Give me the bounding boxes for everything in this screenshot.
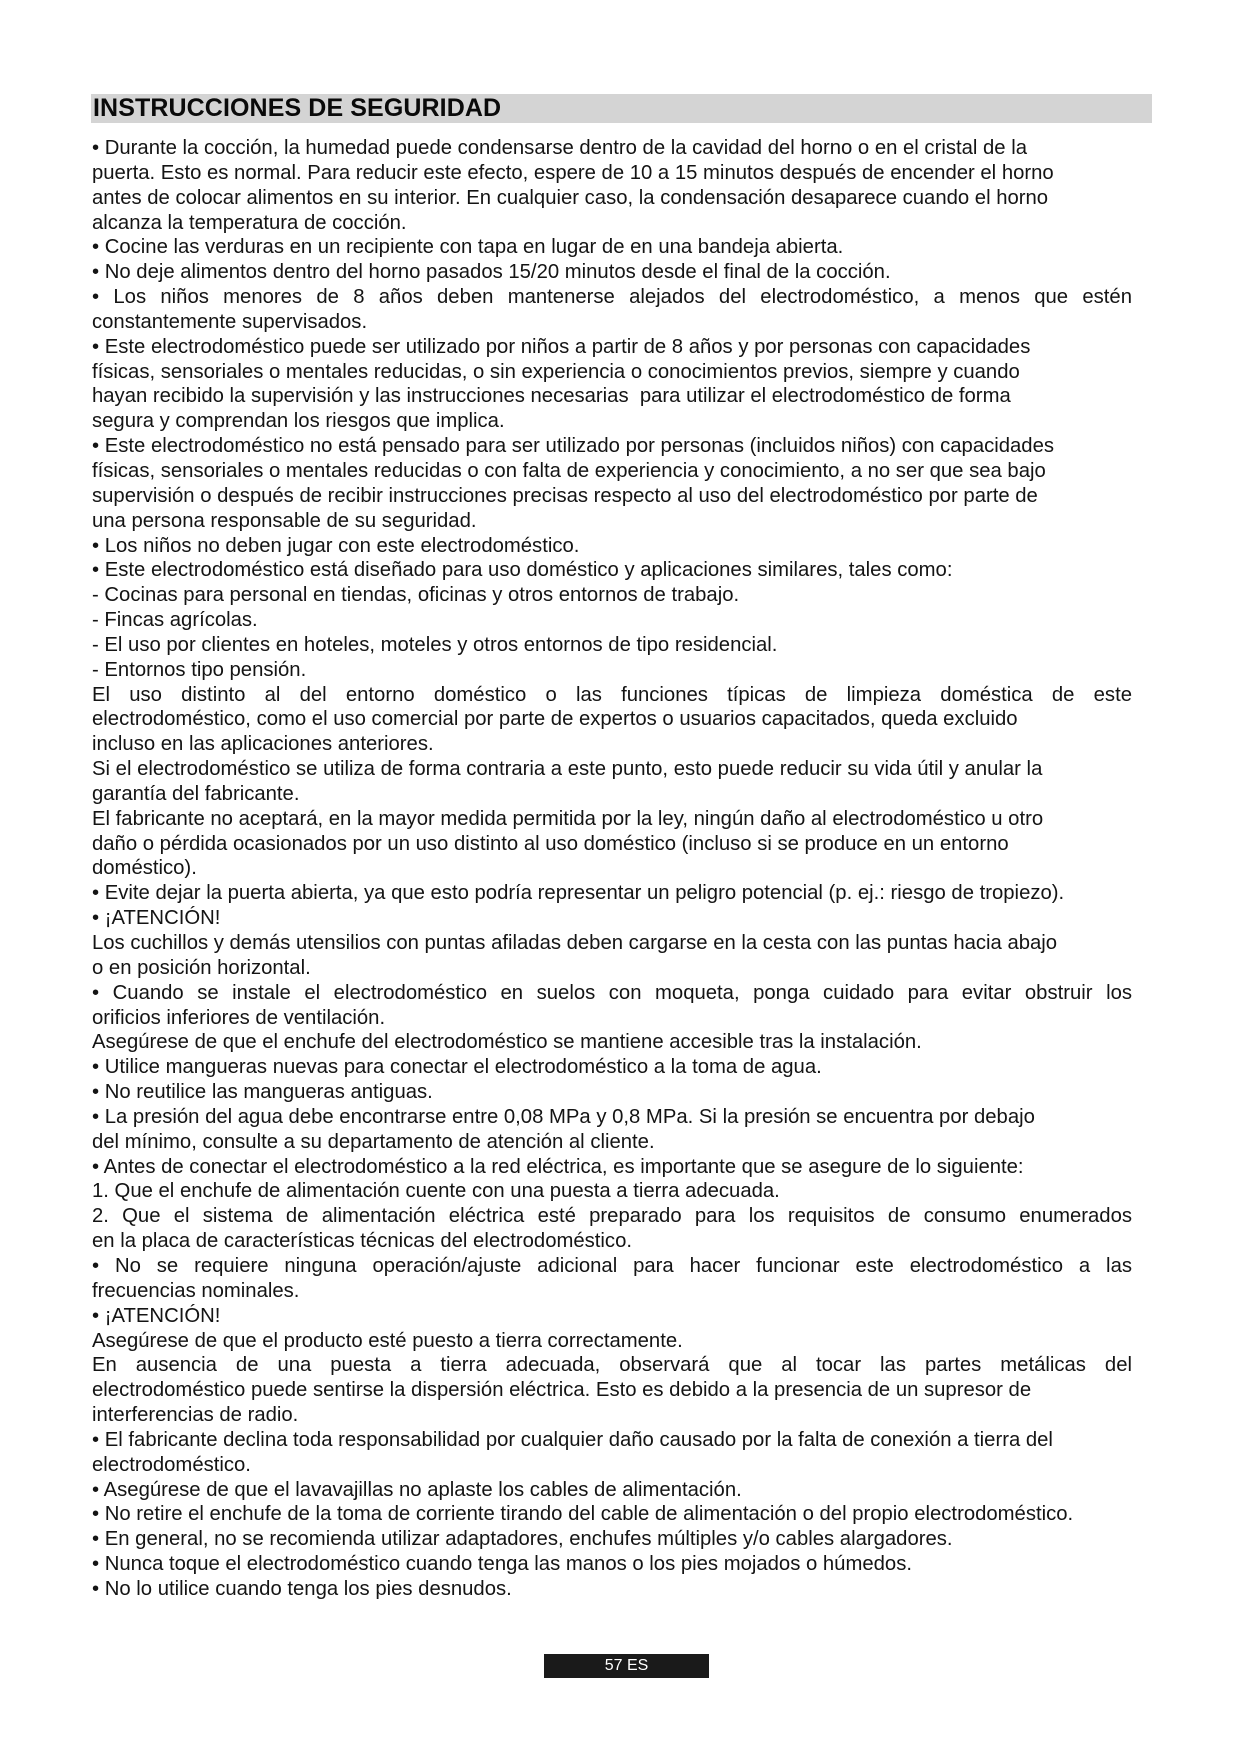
section-title: INSTRUCCIONES DE SEGURIDAD [93,94,502,122]
text-line: • No reutilice las mangueras antiguas. [92,1081,433,1104]
text-line: o en posición horizontal. [92,956,311,979]
text-line: En ausencia de una puesta a tierra adecuada, observará que al tocar las partes metálicas del [92,1354,1132,1377]
text-line: • Nunca toque el electrodoméstico cuando tenga las manos o los pies mojados o húmedos. [92,1553,912,1576]
text-line: 2. Que el sistema de alimentación eléctrica esté preparado para los requisitos de consumo enumerados [92,1205,1132,1228]
text-line: Asegúrese de que el producto esté puesto a tierra correctamente. [92,1329,683,1352]
text-line: • No deje alimentos dentro del horno pasados 15/20 minutos desde el final de la cocción. [92,261,891,284]
text-line: daño o pérdida ocasionados por un uso distinto al uso doméstico (incluso si se produce en un entorno [92,832,1009,855]
text-line: • Antes de conectar el electrodoméstico a la red eléctrica, es importante que se asegure de lo siguiente: [92,1155,1024,1178]
text-line: Si el electrodoméstico se utiliza de forma contraria a este punto, esto puede reducir su vida útil y anular la [92,758,1043,781]
text-line: • No se requiere ninguna operación/ajuste adicional para hacer funcionar este electrodoméstico a las [92,1254,1132,1277]
text-line: • Asegúrese de que el lavavajillas no aplaste los cables de alimentación. [92,1478,742,1501]
text-line: antes de colocar alimentos en su interior. En cualquier caso, la condensación desaparece cuando el horno [92,186,1049,209]
text-line: segura y comprendan los riesgos que implica. [92,410,505,433]
text-line: - Entornos tipo pensión. [92,658,307,681]
text-line: • Durante la cocción, la humedad puede condensarse dentro de la cavidad del horno o en el cristal de la [92,137,1028,159]
text-line: • Los niños menores de 8 años deben mantenerse alejados del electrodoméstico, a menos que estén [92,286,1132,309]
text-line: • Los niños no deben jugar con este electrodoméstico. [92,534,580,557]
text-line: El fabricante no aceptará, en la mayor medida permitida por la ley, ningún daño al electrodoméstico u otro [92,807,1044,830]
text-line: doméstico). [92,857,197,880]
text-line: físicas, sensoriales o mentales reducidas, o sin experiencia o conocimientos previos, siempre y cuando [92,360,1020,383]
text-line: hayan recibido la supervisión y las instrucciones necesarias para utilizar el electrodoméstico de forma [92,385,1011,408]
section-title-bar [91,94,1152,123]
text-line: • Cuando se instale el electrodoméstico en suelos con moqueta, ponga cuidado para evitar obstruir los [92,981,1132,1004]
text-line: • La presión del agua debe encontrarse entre 0,08 MPa y 0,8 MPa. Si la presión se encuentra por debajo [92,1105,1035,1128]
text-line: - Cocinas para personal en tiendas, oficinas y otros entornos de trabajo. [92,584,740,607]
text-line: orificios inferiores de ventilación. [92,1006,386,1029]
text-line: en la placa de características técnicas del electrodoméstico. [92,1230,632,1253]
text-line: • Evite dejar la puerta abierta, ya que esto podría representar un peligro potencial (p. ej.: riesgo de tropiezo). [92,882,1065,905]
text-line: frecuencias nominales. [92,1279,300,1302]
text-line: alcanza la temperatura de cocción. [92,211,407,234]
text-line: electrodoméstico, como el uso comercial por parte de expertos o usuarios capacitados, queda excluido [92,708,1018,731]
text-line: • El fabricante declina toda responsabilidad por cualquier daño causado por la falta de conexión a tierra del [92,1428,1053,1451]
text-line: Asegúrese de que el enchufe del electrodoméstico se mantiene accesible tras la instalación. [92,1031,922,1054]
text-line: garantía del fabricante. [92,782,300,805]
text-line: incluso en las aplicaciones anteriores. [92,733,434,756]
text-line: 1. Que el enchufe de alimentación cuente con una puesta a tierra adecuada. [92,1180,780,1203]
text-line: • Utilice mangueras nuevas para conectar el electrodoméstico a la toma de agua. [92,1056,822,1079]
text-line: físicas, sensoriales o mentales reducidas o con falta de experiencia y conocimiento, a no ser que sea bajo [92,459,1046,482]
text-line: El uso distinto al del entorno doméstico o las funciones típicas de limpieza doméstica de este [92,683,1132,706]
safety-instructions-body [92,136,1182,1602]
text-line: supervisión o después de recibir instrucciones precisas respecto al uso del electrodoméstico por parte de [92,484,1038,507]
text-line: puerta. Esto es normal. Para reducir este efecto, espere de 10 a 15 minutos después de encender el horno [92,161,1054,184]
text-line: electrodoméstico. [92,1453,251,1476]
text-line: • Este electrodoméstico puede ser utilizado por niños a partir de 8 años y por personas con capacidades [92,335,1031,358]
text-line: una persona responsable de su seguridad. [92,509,477,532]
text-line: Los cuchillos y demás utensilios con puntas afiladas deben cargarse en la cesta con las puntas hacia abajo [92,932,1058,954]
text-line: del mínimo, consulte a su departamento de atención al cliente. [92,1130,655,1153]
text-line: interferencias de radio. [92,1404,299,1427]
text-line: constantemente supervisados. [92,310,368,333]
text-line: • ¡ATENCIÓN! [92,1304,221,1327]
text-line: • Este electrodoméstico no está pensado para ser utilizado por personas (incluidos niños) con capacidades [92,435,1055,458]
text-line: - El uso por clientes en hoteles, moteles y otros entornos de tipo residencial. [92,633,778,656]
text-line: • ¡ATENCIÓN! [92,907,221,930]
page-number-badge: 57 ES [544,1654,709,1678]
text-line: • En general, no se recomienda utilizar adaptadores, enchufes múltiples y/o cables alargadores. [92,1528,953,1551]
text-line: electrodoméstico puede sentirse la dispersión eléctrica. Esto es debido a la presencia de un supresor de [92,1379,1032,1402]
text-line: • Cocine las verduras en un recipiente con tapa en lugar de en una bandeja abierta. [92,236,844,259]
text-line: - Fincas agrícolas. [92,609,258,632]
text-line: • No lo utilice cuando tenga los pies desnudos. [92,1577,512,1600]
text-line: • Este electrodoméstico está diseñado para uso doméstico y aplicaciones similares, tales como: [92,559,953,582]
text-line: • No retire el enchufe de la toma de corriente tirando del cable de alimentación o del propio electrodoméstico. [92,1503,1074,1526]
